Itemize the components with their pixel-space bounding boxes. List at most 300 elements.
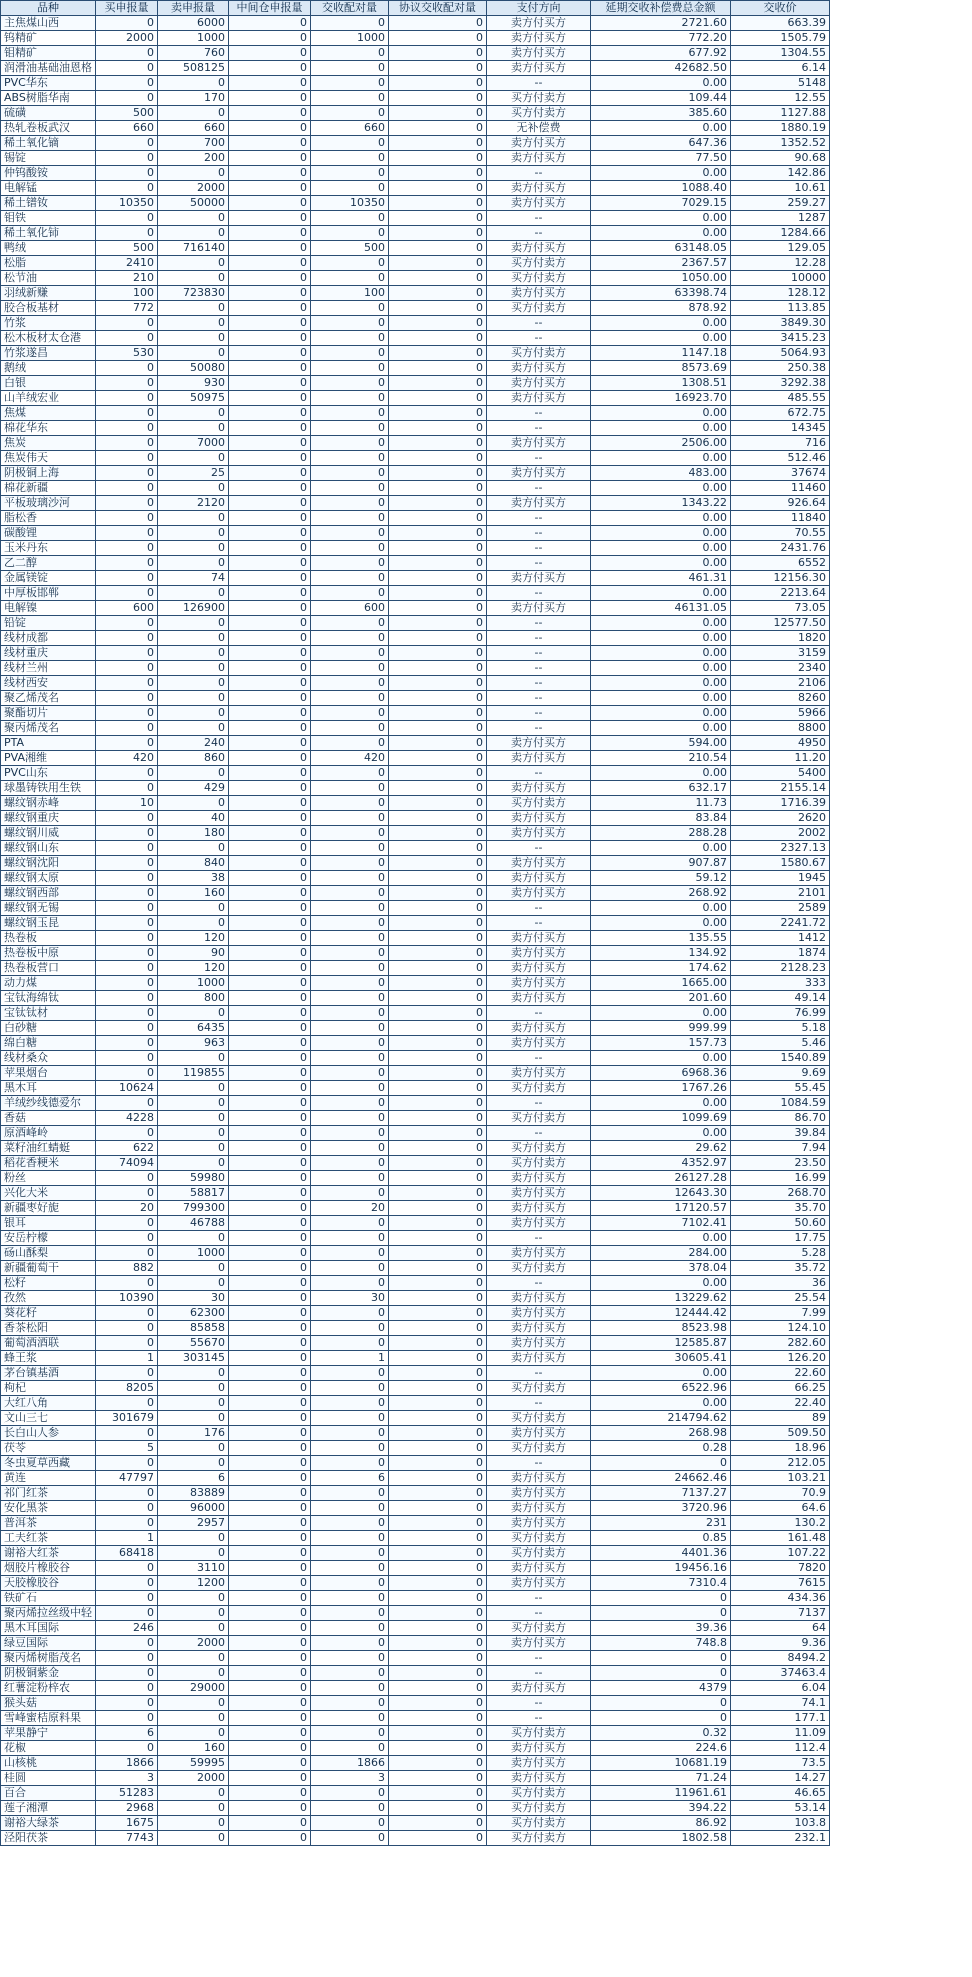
cell-settle-price: 1540.89 bbox=[731, 1051, 830, 1066]
cell-settle-price: 663.39 bbox=[731, 16, 830, 31]
table-row bbox=[1, 1201, 830, 1216]
cell-settle-price: 1352.52 bbox=[731, 136, 830, 151]
cell-settle-price: 14345 bbox=[731, 421, 830, 436]
table-row bbox=[1, 136, 830, 151]
cell-settle-price: 64.6 bbox=[731, 1501, 830, 1516]
cell-compensation-total: 378.04 bbox=[591, 1261, 731, 1276]
cell-buy-qty: 772 bbox=[96, 301, 158, 316]
cell-variety: 钼铁 bbox=[1, 211, 96, 226]
cell-pay-direction: -- bbox=[487, 556, 591, 571]
cell-settle-price: 512.46 bbox=[731, 451, 830, 466]
cell-buy-qty: 301679 bbox=[96, 1411, 158, 1426]
cell-compensation-total: 748.8 bbox=[591, 1636, 731, 1651]
cell-buy-qty: 0 bbox=[96, 1741, 158, 1756]
cell-variety: 文山三七 bbox=[1, 1411, 96, 1426]
cell-pay-direction: -- bbox=[487, 1126, 591, 1141]
cell-variety: 松脂 bbox=[1, 256, 96, 271]
cell-variety: 电解镍 bbox=[1, 601, 96, 616]
cell-sell-qty: 85858 bbox=[158, 1321, 229, 1336]
cell-settle-price: 22.60 bbox=[731, 1366, 830, 1381]
table-row bbox=[1, 781, 830, 796]
cell-settle-price: 5.18 bbox=[731, 1021, 830, 1036]
cell-variety: 白砂糖 bbox=[1, 1021, 96, 1036]
table-row bbox=[1, 1036, 830, 1051]
cell-pay-direction: -- bbox=[487, 421, 591, 436]
cell-variety: 鸭绒 bbox=[1, 241, 96, 256]
table-row bbox=[1, 1261, 830, 1276]
cell-variety: 竹浆 bbox=[1, 316, 96, 331]
cell-agreement-qty: 0 bbox=[389, 1726, 487, 1741]
cell-match-qty: 0 bbox=[311, 916, 389, 931]
cell-pay-direction: 卖方付买方 bbox=[487, 961, 591, 976]
col-header-buy-qty: 买申报量 bbox=[96, 1, 158, 16]
cell-match-qty: 1866 bbox=[311, 1756, 389, 1771]
cell-compensation-total: 63148.05 bbox=[591, 241, 731, 256]
cell-variety: 螺纹钢赤峰 bbox=[1, 796, 96, 811]
table-row bbox=[1, 811, 830, 826]
cell-pay-direction: -- bbox=[487, 451, 591, 466]
cell-agreement-qty: 0 bbox=[389, 706, 487, 721]
cell-buy-qty: 0 bbox=[96, 421, 158, 436]
cell-variety: 焦炭伟天 bbox=[1, 451, 96, 466]
cell-pay-direction: 卖方付买方 bbox=[487, 856, 591, 871]
cell-settle-price: 66.25 bbox=[731, 1381, 830, 1396]
cell-pay-direction: 卖方付买方 bbox=[487, 1201, 591, 1216]
cell-mid-qty: 0 bbox=[229, 841, 311, 856]
table-row bbox=[1, 841, 830, 856]
cell-sell-qty: 0 bbox=[158, 541, 229, 556]
cell-agreement-qty: 0 bbox=[389, 1771, 487, 1786]
cell-compensation-total: 8573.69 bbox=[591, 361, 731, 376]
table-row bbox=[1, 676, 830, 691]
cell-variety: 羊绒纱线德爱尔 bbox=[1, 1096, 96, 1111]
cell-match-qty: 0 bbox=[311, 1501, 389, 1516]
cell-mid-qty: 0 bbox=[229, 1726, 311, 1741]
cell-match-qty: 0 bbox=[311, 1321, 389, 1336]
cell-compensation-total: 0.00 bbox=[591, 1006, 731, 1021]
cell-agreement-qty: 0 bbox=[389, 1711, 487, 1726]
cell-settle-price: 1580.67 bbox=[731, 856, 830, 871]
cell-match-qty: 0 bbox=[311, 1651, 389, 1666]
cell-sell-qty: 0 bbox=[158, 1831, 229, 1846]
cell-compensation-total: 0.00 bbox=[591, 586, 731, 601]
cell-settle-price: 2155.14 bbox=[731, 781, 830, 796]
cell-settle-price: 2589 bbox=[731, 901, 830, 916]
cell-settle-price: 2431.76 bbox=[731, 541, 830, 556]
cell-settle-price: 5064.93 bbox=[731, 346, 830, 361]
cell-buy-qty: 68418 bbox=[96, 1546, 158, 1561]
cell-match-qty: 0 bbox=[311, 946, 389, 961]
cell-buy-qty: 0 bbox=[96, 451, 158, 466]
cell-buy-qty: 2410 bbox=[96, 256, 158, 271]
cell-match-qty: 0 bbox=[311, 706, 389, 721]
cell-match-qty: 500 bbox=[311, 241, 389, 256]
cell-compensation-total: 907.87 bbox=[591, 856, 731, 871]
cell-pay-direction: 卖方付买方 bbox=[487, 1741, 591, 1756]
cell-sell-qty: 0 bbox=[158, 1126, 229, 1141]
cell-buy-qty: 660 bbox=[96, 121, 158, 136]
cell-match-qty: 0 bbox=[311, 1186, 389, 1201]
cell-variety: 莲子湘潭 bbox=[1, 1801, 96, 1816]
cell-variety: PVC山东 bbox=[1, 766, 96, 781]
cell-agreement-qty: 0 bbox=[389, 1126, 487, 1141]
cell-mid-qty: 0 bbox=[229, 526, 311, 541]
table-row bbox=[1, 1816, 830, 1831]
cell-buy-qty: 1 bbox=[96, 1351, 158, 1366]
cell-buy-qty: 10390 bbox=[96, 1291, 158, 1306]
cell-pay-direction: -- bbox=[487, 76, 591, 91]
cell-settle-price: 49.14 bbox=[731, 991, 830, 1006]
cell-settle-price: 39.84 bbox=[731, 1126, 830, 1141]
table-row bbox=[1, 196, 830, 211]
cell-agreement-qty: 0 bbox=[389, 826, 487, 841]
cell-sell-qty: 0 bbox=[158, 106, 229, 121]
cell-match-qty: 0 bbox=[311, 1831, 389, 1846]
cell-sell-qty: 0 bbox=[158, 1546, 229, 1561]
cell-mid-qty: 0 bbox=[229, 1156, 311, 1171]
table-row bbox=[1, 616, 830, 631]
cell-agreement-qty: 0 bbox=[389, 391, 487, 406]
cell-match-qty: 0 bbox=[311, 1126, 389, 1141]
cell-pay-direction: 卖方付买方 bbox=[487, 136, 591, 151]
cell-sell-qty: 0 bbox=[158, 646, 229, 661]
cell-variety: 热卷板 bbox=[1, 931, 96, 946]
cell-agreement-qty: 0 bbox=[389, 811, 487, 826]
cell-compensation-total: 677.92 bbox=[591, 46, 731, 61]
cell-settle-price: 142.86 bbox=[731, 166, 830, 181]
cell-buy-qty: 0 bbox=[96, 61, 158, 76]
cell-sell-qty: 0 bbox=[158, 631, 229, 646]
cell-compensation-total: 0.00 bbox=[591, 406, 731, 421]
table-row bbox=[1, 166, 830, 181]
cell-mid-qty: 0 bbox=[229, 1546, 311, 1561]
cell-mid-qty: 0 bbox=[229, 361, 311, 376]
cell-pay-direction: 买方付卖方 bbox=[487, 1141, 591, 1156]
cell-compensation-total: 0.00 bbox=[591, 646, 731, 661]
cell-buy-qty: 0 bbox=[96, 136, 158, 151]
cell-mid-qty: 0 bbox=[229, 151, 311, 166]
cell-agreement-qty: 0 bbox=[389, 1786, 487, 1801]
cell-buy-qty: 0 bbox=[96, 766, 158, 781]
cell-match-qty: 6 bbox=[311, 1471, 389, 1486]
cell-mid-qty: 0 bbox=[229, 1096, 311, 1111]
cell-agreement-qty: 0 bbox=[389, 766, 487, 781]
cell-buy-qty: 0 bbox=[96, 886, 158, 901]
cell-sell-qty: 0 bbox=[158, 1816, 229, 1831]
table-row bbox=[1, 1531, 830, 1546]
cell-variety: 天胶橡胶谷 bbox=[1, 1576, 96, 1591]
cell-match-qty: 0 bbox=[311, 1411, 389, 1426]
cell-settle-price: 1287 bbox=[731, 211, 830, 226]
table-row bbox=[1, 661, 830, 676]
table-row bbox=[1, 1486, 830, 1501]
cell-compensation-total: 1099.69 bbox=[591, 1111, 731, 1126]
cell-pay-direction: -- bbox=[487, 316, 591, 331]
cell-compensation-total: 6522.96 bbox=[591, 1381, 731, 1396]
cell-sell-qty: 30 bbox=[158, 1291, 229, 1306]
cell-agreement-qty: 0 bbox=[389, 871, 487, 886]
cell-pay-direction: 无补偿费 bbox=[487, 121, 591, 136]
cell-variety: 阴极铜紫金 bbox=[1, 1666, 96, 1681]
cell-agreement-qty: 0 bbox=[389, 1261, 487, 1276]
cell-compensation-total: 231 bbox=[591, 1516, 731, 1531]
cell-pay-direction: 卖方付买方 bbox=[487, 46, 591, 61]
cell-variety: 胶合板基材 bbox=[1, 301, 96, 316]
cell-mid-qty: 0 bbox=[229, 91, 311, 106]
cell-buy-qty: 0 bbox=[96, 436, 158, 451]
cell-match-qty: 0 bbox=[311, 331, 389, 346]
cell-agreement-qty: 0 bbox=[389, 901, 487, 916]
cell-compensation-total: 0.00 bbox=[591, 421, 731, 436]
cell-sell-qty: 180 bbox=[158, 826, 229, 841]
cell-settle-price: 126.20 bbox=[731, 1351, 830, 1366]
cell-match-qty: 30 bbox=[311, 1291, 389, 1306]
cell-sell-qty: 6000 bbox=[158, 16, 229, 31]
cell-variety: 螺纹钢太原 bbox=[1, 871, 96, 886]
cell-buy-qty: 530 bbox=[96, 346, 158, 361]
cell-variety: 聚乙烯茂名 bbox=[1, 691, 96, 706]
cell-sell-qty: 25 bbox=[158, 466, 229, 481]
cell-variety: 钨精矿 bbox=[1, 31, 96, 46]
cell-buy-qty: 420 bbox=[96, 751, 158, 766]
cell-match-qty: 0 bbox=[311, 586, 389, 601]
col-header-match-qty: 交收配对量 bbox=[311, 1, 389, 16]
cell-pay-direction: 卖方付买方 bbox=[487, 1471, 591, 1486]
cell-mid-qty: 0 bbox=[229, 961, 311, 976]
cell-mid-qty: 0 bbox=[229, 301, 311, 316]
table-row bbox=[1, 1756, 830, 1771]
cell-settle-price: 7.99 bbox=[731, 1306, 830, 1321]
cell-sell-qty: 0 bbox=[158, 511, 229, 526]
cell-variety: 宝钛海绵钛 bbox=[1, 991, 96, 1006]
cell-buy-qty: 0 bbox=[96, 1426, 158, 1441]
cell-settle-price: 333 bbox=[731, 976, 830, 991]
cell-sell-qty: 126900 bbox=[158, 601, 229, 616]
cell-pay-direction: 卖方付买方 bbox=[487, 1351, 591, 1366]
cell-sell-qty: 40 bbox=[158, 811, 229, 826]
cell-sell-qty: 46788 bbox=[158, 1216, 229, 1231]
cell-buy-qty: 0 bbox=[96, 856, 158, 871]
cell-match-qty: 0 bbox=[311, 661, 389, 676]
cell-pay-direction: 卖方付买方 bbox=[487, 781, 591, 796]
cell-settle-price: 11460 bbox=[731, 481, 830, 496]
cell-sell-qty: 0 bbox=[158, 1591, 229, 1606]
cell-mid-qty: 0 bbox=[229, 571, 311, 586]
cell-agreement-qty: 0 bbox=[389, 526, 487, 541]
cell-compensation-total: 2721.60 bbox=[591, 16, 731, 31]
cell-buy-qty: 7743 bbox=[96, 1831, 158, 1846]
cell-agreement-qty: 0 bbox=[389, 796, 487, 811]
cell-compensation-total: 77.50 bbox=[591, 151, 731, 166]
cell-sell-qty: 50975 bbox=[158, 391, 229, 406]
cell-buy-qty: 8205 bbox=[96, 1381, 158, 1396]
cell-variety: 稀土氧化镝 bbox=[1, 136, 96, 151]
cell-settle-price: 9.69 bbox=[731, 1066, 830, 1081]
cell-compensation-total: 86.92 bbox=[591, 1816, 731, 1831]
cell-mid-qty: 0 bbox=[229, 436, 311, 451]
cell-pay-direction: 卖方付买方 bbox=[487, 181, 591, 196]
cell-variety: 松节油 bbox=[1, 271, 96, 286]
cell-agreement-qty: 0 bbox=[389, 91, 487, 106]
cell-agreement-qty: 0 bbox=[389, 16, 487, 31]
cell-match-qty: 0 bbox=[311, 256, 389, 271]
cell-sell-qty: 0 bbox=[158, 1696, 229, 1711]
cell-mid-qty: 0 bbox=[229, 751, 311, 766]
table-row bbox=[1, 946, 830, 961]
table-row bbox=[1, 1501, 830, 1516]
cell-compensation-total: 0 bbox=[591, 1456, 731, 1471]
cell-buy-qty: 0 bbox=[96, 1486, 158, 1501]
cell-sell-qty: 840 bbox=[158, 856, 229, 871]
cell-sell-qty: 0 bbox=[158, 1051, 229, 1066]
cell-sell-qty: 55670 bbox=[158, 1336, 229, 1351]
cell-variety: 中厚板邯郸 bbox=[1, 586, 96, 601]
table-row bbox=[1, 901, 830, 916]
cell-buy-qty: 882 bbox=[96, 1261, 158, 1276]
cell-sell-qty: 29000 bbox=[158, 1681, 229, 1696]
cell-buy-qty: 0 bbox=[96, 1186, 158, 1201]
cell-mid-qty: 0 bbox=[229, 466, 311, 481]
cell-buy-qty: 0 bbox=[96, 916, 158, 931]
cell-buy-qty: 210 bbox=[96, 271, 158, 286]
cell-mid-qty: 0 bbox=[229, 241, 311, 256]
cell-compensation-total: 157.73 bbox=[591, 1036, 731, 1051]
cell-mid-qty: 0 bbox=[229, 1471, 311, 1486]
cell-settle-price: 3292.38 bbox=[731, 376, 830, 391]
cell-mid-qty: 0 bbox=[229, 121, 311, 136]
table-row bbox=[1, 721, 830, 736]
cell-sell-qty: 0 bbox=[158, 706, 229, 721]
cell-pay-direction: 卖方付买方 bbox=[487, 1291, 591, 1306]
cell-pay-direction: -- bbox=[487, 1696, 591, 1711]
cell-compensation-total: 12585.87 bbox=[591, 1336, 731, 1351]
cell-variety: 线材成都 bbox=[1, 631, 96, 646]
cell-settle-price: 1820 bbox=[731, 631, 830, 646]
cell-agreement-qty: 0 bbox=[389, 226, 487, 241]
cell-settle-price: 17.75 bbox=[731, 1231, 830, 1246]
cell-sell-qty: 0 bbox=[158, 1606, 229, 1621]
cell-pay-direction: 卖方付买方 bbox=[487, 16, 591, 31]
table-row bbox=[1, 1231, 830, 1246]
cell-compensation-total: 0.00 bbox=[591, 1366, 731, 1381]
cell-settle-price: 5148 bbox=[731, 76, 830, 91]
cell-compensation-total: 135.55 bbox=[591, 931, 731, 946]
cell-sell-qty: 38 bbox=[158, 871, 229, 886]
cell-mid-qty: 0 bbox=[229, 1486, 311, 1501]
cell-settle-price: 7137 bbox=[731, 1606, 830, 1621]
cell-agreement-qty: 0 bbox=[389, 1591, 487, 1606]
cell-sell-qty: 0 bbox=[158, 1726, 229, 1741]
cell-sell-qty: 0 bbox=[158, 1666, 229, 1681]
cell-agreement-qty: 0 bbox=[389, 1036, 487, 1051]
cell-mid-qty: 0 bbox=[229, 856, 311, 871]
cell-match-qty: 0 bbox=[311, 1261, 389, 1276]
cell-sell-qty: 7000 bbox=[158, 436, 229, 451]
cell-pay-direction: 卖方付买方 bbox=[487, 991, 591, 1006]
table-row bbox=[1, 586, 830, 601]
cell-mid-qty: 0 bbox=[229, 901, 311, 916]
cell-match-qty: 0 bbox=[311, 346, 389, 361]
cell-compensation-total: 1802.58 bbox=[591, 1831, 731, 1846]
cell-mid-qty: 0 bbox=[229, 421, 311, 436]
cell-pay-direction: -- bbox=[487, 616, 591, 631]
cell-compensation-total: 24662.46 bbox=[591, 1471, 731, 1486]
cell-compensation-total: 4379 bbox=[591, 1681, 731, 1696]
cell-agreement-qty: 0 bbox=[389, 1141, 487, 1156]
cell-mid-qty: 0 bbox=[229, 721, 311, 736]
cell-variety: 焦炭 bbox=[1, 436, 96, 451]
cell-settle-price: 12577.50 bbox=[731, 616, 830, 631]
cell-pay-direction: 卖方付买方 bbox=[487, 1306, 591, 1321]
cell-variety: 平板玻璃沙河 bbox=[1, 496, 96, 511]
cell-pay-direction: 卖方付买方 bbox=[487, 1021, 591, 1036]
cell-compensation-total: 0.00 bbox=[591, 1231, 731, 1246]
cell-mid-qty: 0 bbox=[229, 1651, 311, 1666]
cell-mid-qty: 0 bbox=[229, 1321, 311, 1336]
cell-settle-price: 14.27 bbox=[731, 1771, 830, 1786]
cell-compensation-total: 0.00 bbox=[591, 211, 731, 226]
cell-match-qty: 0 bbox=[311, 316, 389, 331]
cell-match-qty: 0 bbox=[311, 91, 389, 106]
cell-variety: 绵白糖 bbox=[1, 1036, 96, 1051]
cell-compensation-total: 385.60 bbox=[591, 106, 731, 121]
cell-agreement-qty: 0 bbox=[389, 886, 487, 901]
cell-agreement-qty: 0 bbox=[389, 1501, 487, 1516]
cell-match-qty: 0 bbox=[311, 796, 389, 811]
cell-agreement-qty: 0 bbox=[389, 1066, 487, 1081]
cell-match-qty: 0 bbox=[311, 1426, 389, 1441]
cell-compensation-total: 42682.50 bbox=[591, 61, 731, 76]
table-row bbox=[1, 961, 830, 976]
cell-settle-price: 1880.19 bbox=[731, 121, 830, 136]
cell-pay-direction: 卖方付买方 bbox=[487, 736, 591, 751]
cell-settle-price: 1304.55 bbox=[731, 46, 830, 61]
cell-pay-direction: 卖方付买方 bbox=[487, 1771, 591, 1786]
cell-pay-direction: 买方付卖方 bbox=[487, 256, 591, 271]
cell-buy-qty: 0 bbox=[96, 526, 158, 541]
cell-settle-price: 37674 bbox=[731, 466, 830, 481]
table-row bbox=[1, 1681, 830, 1696]
cell-buy-qty: 74094 bbox=[96, 1156, 158, 1171]
cell-pay-direction: -- bbox=[487, 676, 591, 691]
cell-compensation-total: 772.20 bbox=[591, 31, 731, 46]
cell-settle-price: 2128.23 bbox=[731, 961, 830, 976]
table-row bbox=[1, 736, 830, 751]
cell-agreement-qty: 0 bbox=[389, 331, 487, 346]
cell-variety: 线材西安 bbox=[1, 676, 96, 691]
cell-compensation-total: 0 bbox=[591, 1591, 731, 1606]
cell-pay-direction: 卖方付买方 bbox=[487, 1501, 591, 1516]
cell-buy-qty: 4228 bbox=[96, 1111, 158, 1126]
cell-compensation-total: 83.84 bbox=[591, 811, 731, 826]
cell-buy-qty: 0 bbox=[96, 556, 158, 571]
cell-match-qty: 0 bbox=[311, 1066, 389, 1081]
cell-sell-qty: 0 bbox=[158, 1651, 229, 1666]
cell-compensation-total: 11961.61 bbox=[591, 1786, 731, 1801]
cell-settle-price: 509.50 bbox=[731, 1426, 830, 1441]
cell-pay-direction: 买方付卖方 bbox=[487, 1441, 591, 1456]
cell-sell-qty: 2000 bbox=[158, 1636, 229, 1651]
cell-agreement-qty: 0 bbox=[389, 1651, 487, 1666]
cell-match-qty: 0 bbox=[311, 1696, 389, 1711]
cell-settle-price: 50.60 bbox=[731, 1216, 830, 1231]
table-row bbox=[1, 526, 830, 541]
cell-match-qty: 0 bbox=[311, 811, 389, 826]
cell-variety: 锡锭 bbox=[1, 151, 96, 166]
cell-sell-qty: 0 bbox=[158, 916, 229, 931]
cell-pay-direction: 卖方付买方 bbox=[487, 61, 591, 76]
cell-pay-direction: 卖方付买方 bbox=[487, 1756, 591, 1771]
